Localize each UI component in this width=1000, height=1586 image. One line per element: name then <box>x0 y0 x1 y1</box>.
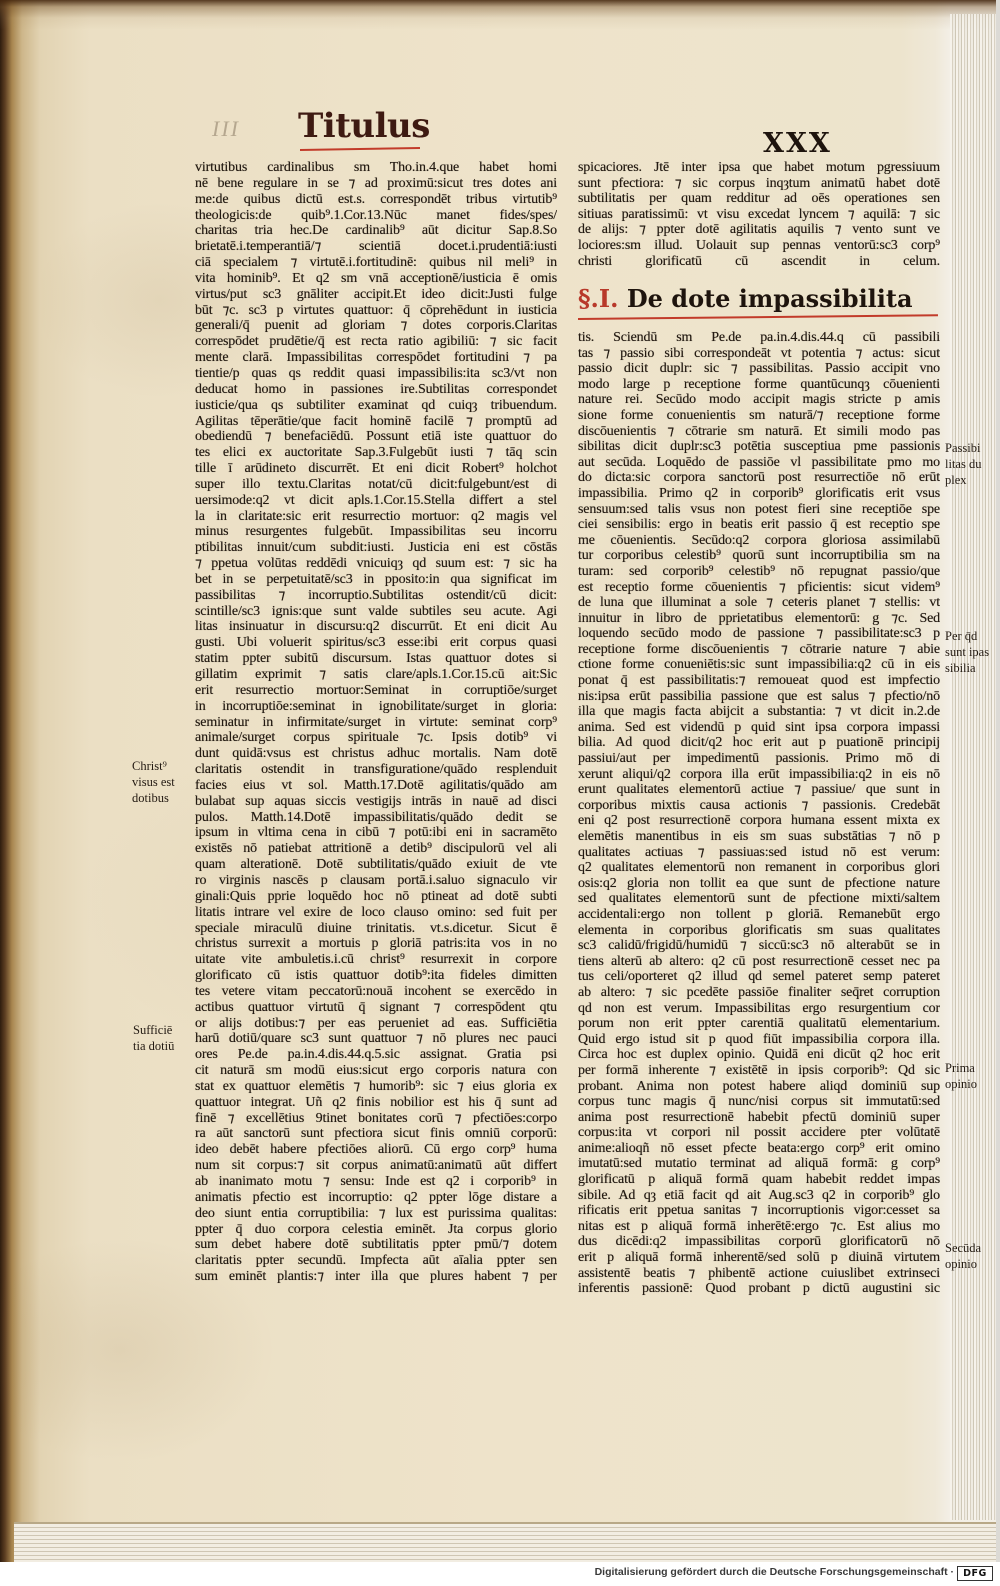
text-line: generali/q̄ puenit ad gloriam ⁊ dotes corporis.Claritas <box>195 318 557 334</box>
section-heading <box>578 283 940 315</box>
text-line: deducat homo in passiones ire.Subtilitas correspondet <box>195 381 557 397</box>
margin-note-line: litas du <box>945 457 982 471</box>
credit-separator: · <box>950 1566 954 1578</box>
text-line: tes vetere vitam peccatorū:nouā incohent se exercēdo in <box>195 983 557 999</box>
text-line: ppter q̄ duo corpora celestia eminēt. Jta corpus glorio <box>195 1221 557 1237</box>
text-line: ab altero: ⁊ sic pcedēte passiōe finaliter seq̄ret corruption <box>578 984 940 1000</box>
text-line: corporibus mixtis causa actionis ⁊ passionis. Credebāt <box>578 797 940 813</box>
text-line: ores Pe.de pa.in.4.dis.44.q.5.sic assignat. Gratia psi <box>195 1047 557 1063</box>
text-line: statim ppter subitū discursum. Istas quattuor dotes si <box>195 651 557 667</box>
text-line: uersimode:q2 vt dicit apls.1.Cor.15.Stella differt a stel <box>195 492 557 508</box>
text-line: illa que magis facta abijcit a substantia: ⁊ vt dicit in.2.de <box>578 704 940 720</box>
text-line: me:de quibus dictū est.s. correspondēt tribus virtutib⁹ <box>195 191 557 207</box>
folio-mark: III <box>212 116 240 141</box>
text-line: rificatis erit ppetua sanitas ⁊ incorruptionis vigor:cesset sa <box>578 1203 940 1219</box>
margin-note <box>945 1240 995 1272</box>
margin-note-line: Passibi <box>945 441 981 455</box>
dfg-logo: DFG <box>957 1566 993 1581</box>
text-line: correspōdet prudētie/q̄ est recta ratio agibiliū: ⁊ sic facit <box>195 334 557 350</box>
text-line: corpus tunc magis q̄ nunc/nisi corpus sit immutatū:sed <box>578 1094 940 1110</box>
text-line: sum eminēt plantis:⁊ inter illa que plures habent ⁊ per <box>195 1269 557 1285</box>
text-line: passiui/aut per impedimentū passionis. Primo mō di <box>578 751 940 767</box>
margin-note <box>132 758 192 806</box>
text-line: anime:alioqñ nō esset pfecte beata:ergo corp⁹ erit omino <box>578 1140 940 1156</box>
text-line: mente clarā. Impassibilitas correspōdet fortitudini ⁊ pa <box>195 350 557 366</box>
text-line: xerunt aliqui/q2 corpora illa erūt impassibilia:q2 in eis nō <box>578 766 940 782</box>
text-line: tientie/p quas qs reddit quasi impassibilis:ita sc3/vt non <box>195 365 557 381</box>
text-line: litas insinuatur in discursu:q2 discurrūt. Et eni dicit Au <box>195 619 557 635</box>
margin-note-line: Secūda <box>945 1241 982 1255</box>
text-line: harū dotiū/quare sc3 sunt quattuor ⁊ nō plures nec pauci <box>195 1031 557 1047</box>
text-line: bet in se perpetuitatē/sc3 in pposito:in qua significat im <box>195 571 557 587</box>
margin-note-line: dotibus <box>132 791 169 805</box>
text-line: Quid ergo istud sit p quod fiūt impassibilia corpora illa. <box>578 1031 940 1047</box>
text-line: ctione forme conueniētis:sic sunt impassibilia:q2 cū in eis <box>578 657 940 673</box>
text-line: anima post resurrectionē habebit pfectū dominiū super <box>578 1109 940 1125</box>
text-line: sum debet habere dotē subtilitatis ppter pmū/⁊ dotem <box>195 1237 557 1253</box>
text-line: inferentis passionē: Quod probant p dictū augustini sic <box>578 1281 940 1297</box>
text-line: bilia. Ad quod dicit/q2 hoc erit aut p puationē principij <box>578 735 940 751</box>
text-line: tiens alterū ab altero: q2 cū post resurrectionē cesset nec pa <box>578 953 940 969</box>
text-line: corpus:ita vt corpori nil possit accidere pter volūtatē <box>578 1125 940 1141</box>
text-line: de luna que illuminat a sole ⁊ ceteris planet ⁊ stellis: vt <box>578 595 940 611</box>
text-line: eni q2 post resurrectionē corpora humana essent mixta ex <box>578 813 940 829</box>
margin-note-line: Christ⁹ <box>132 759 167 773</box>
text-line: gillatim exprimit ⁊ satis clare/apls.1.Cor.15.cū ait:Sic <box>195 667 557 682</box>
text-line: elemētis manentibus in eis sm suas substātias ⁊ nō p <box>578 829 940 844</box>
text-line: charitas tria hec.De cardinalib⁹ aūt dicitur Sap.8.So <box>195 223 557 239</box>
text-line: Circa hoc est duplex opinio. Quidā eni dicūt q2 hoc erit <box>578 1047 940 1063</box>
credit-text: Digitalisierung gefördert durch die Deutsche Forschungsgemeinschaft <box>594 1566 948 1578</box>
text-line: ab inanimato motu ⁊ sensu: Inde est q2 i corporib⁹ in <box>195 1174 557 1189</box>
text-line: existēs nō patiebat attritionē a detib⁹ discipulorū vel ali <box>195 841 557 857</box>
margin-note-line: sibilia <box>945 661 976 675</box>
text-line: ro virginis nascēs p clausam portā.i.saluo signaculo vir <box>195 872 557 888</box>
text-line: sensuum:sed talis vsus non potest fieri sine receptiōe spe <box>578 501 940 517</box>
title-number: XXX <box>763 128 832 159</box>
text-line: accidentali:ergo non tollent p gloriā. Remanebūt ergo <box>578 906 940 922</box>
text-line: būt ⁊c. sc3 p virtutes quattuor: q̄ cōprehēdunt in iusticia <box>195 302 557 318</box>
text-line: ciei sensibilis: ergo in beatis erit passio q̄ est receptio spe <box>578 517 940 533</box>
text-line: sitiuas paratissimū: vt visu excedat lyncem ⁊ aquilā: ⁊ sic <box>578 206 940 222</box>
text-line: nitas est p aliquā formā inherētē:ergo ⁊c. Est alius mo <box>578 1218 940 1234</box>
text-line: claritatis ppter secundū. Impfecta aūt aīalia ppter sen <box>195 1253 557 1269</box>
text-line: scintille/sc3 ignis:que sunt valde subtiles seu acute. Agi <box>195 603 557 619</box>
text-line: spicaciores. Jtē inter ipsa que habet motum pgressiuum <box>578 160 940 175</box>
text-line: tes elici ex auctoritate Sap.3.Fulgebūt iusti ⁊ tāq scin <box>195 445 557 461</box>
section-rubric-underline <box>578 314 938 320</box>
text-line: passibilitas ⁊ incorruptio.Subtilitas ostendit/cū dicit: <box>195 587 557 603</box>
text-line: modo large p receptione forme quantūcunqȝ cōuenienti <box>578 376 940 392</box>
text-line: impassibilia. Primo q2 in corporib⁹ glorificatis erit vsus <box>578 485 940 501</box>
text-line: sunt pfectiora: ⁊ sic corpus inqȝtum animatū habet dotē <box>578 175 940 191</box>
text-line: nē bene regulare in se ⁊ ad proximū:sicut tres dotes ani <box>195 175 557 191</box>
text-line: glorificatū p aliquā formā quam habebit reddet impas <box>578 1172 940 1188</box>
text-line: num sit corpus:⁊ sit corpus animatū:animatū aūt differt <box>195 1158 557 1174</box>
text-line: sibile. Ad qȝ etiā facit qd ait Aug.sc3 q2 in corporib⁹ glo <box>578 1187 940 1203</box>
text-line: erit resurrectio mortuor:Seminat in corruptiōe/surget <box>195 682 557 698</box>
text-line: stat ex quattuor elemētis ⁊ humorib⁹: sic ⁊ eius gloria ex <box>195 1078 557 1094</box>
text-line: christus surrexit a mortuis p gloriā patris:ita vos in no <box>195 936 557 952</box>
text-line: claritatis ostendit in transfiguratione/quādo resplenduit <box>195 762 557 778</box>
text-line: virtutibus cardinalibus sm Tho.in.4.que habet homi <box>195 160 557 175</box>
margin-note <box>945 628 995 676</box>
text-line: ptibilitas innuit/cum subdit:iusti. Justicia eni est cōstās <box>195 540 557 556</box>
text-line: passio dicit duplr: sic ⁊ passibilitas. Passio accipit vno <box>578 361 940 377</box>
text-line: sc3 calidū/frigidū/humidū ⁊ siccū:sc3 nō alterabūt se in <box>578 938 940 954</box>
text-line: gusti. Ubi voluerit spiritus/sc3 esse:ibi erit corpus quasi <box>195 635 557 651</box>
text-line: minus resurgentes fulgebūt. Impassibilitas seu incorru <box>195 524 557 540</box>
text-line: theologicis:de quib⁹.1.Cor.13.Nūc manet fides/spes/ <box>195 207 557 223</box>
margin-note-line: Prima <box>945 1061 975 1075</box>
text-line: innuitur in libro de pprietatibus elementorū: g ⁊c. Sed <box>578 610 940 626</box>
text-line: dunt quidā:vsus est christus adhuc mortalis. Nam dotē <box>195 746 557 762</box>
text-line: nis:ipsa erūt passibilia passione que est salus ⁊ pfectio/nō <box>578 688 940 704</box>
text-line: brietatē.i.temperantiā/⁊ scientiā docet.i.prudentiā:iusti <box>195 239 557 255</box>
text-line: probant. Anima non potest habere aliqd dominiū sup <box>578 1078 940 1094</box>
text-line: ginali:Quis pprie loquēdo hoc nō ptineat ad dotē subti <box>195 888 557 904</box>
text-line: facies eius vt sol. Matth.17.Dotē agilitatis/quādo am <box>195 777 557 793</box>
right-text-column-body <box>578 330 940 1297</box>
text-line: quattuor integrat. Uñ q2 finis nobilior est his q̄ sunt ad <box>195 1094 557 1110</box>
margin-note <box>945 440 995 488</box>
text-line: elementa in corporibus glorificatis sm suas qualitates <box>578 922 940 938</box>
text-line: tis. Sciendū sm Pe.de pa.in.4.dis.44.q cū passibili <box>578 330 940 345</box>
text-line: receptione forme discōuenientis ⁊ cōtrarie nature ⁊ abie <box>578 641 940 657</box>
text-line: loquendo secūdo modo de passione ⁊ passibilitate:sc3 p <box>578 626 940 642</box>
text-line: sione forme conuenientis sm naturā/⁊ receptione forme <box>578 407 940 423</box>
rubric-underline <box>300 147 420 151</box>
text-line: turam: sed corporib⁹ celestib⁹ nō repugnat passio/que <box>578 563 940 579</box>
text-line: porum non erit ppter carentiā qualitatū elementarium. <box>578 1016 940 1032</box>
left-text-column <box>195 160 557 1285</box>
text-line: ciā specialem ⁊ virtutē.i.fortitudinē: quibus nil meli⁹ in <box>195 255 557 271</box>
text-line: obediendū ⁊ benefaciēdū. Possunt etiā iste quattuor do <box>195 429 557 445</box>
text-line: q2 qualitates elementorū non remanent in corporibus glori <box>578 860 940 876</box>
text-line: sibilitas dicit duplr:sc3 potētia susceptiua pme passionis <box>578 439 940 455</box>
text-line: tille ī arūdineto discurrēt. Et eni dicit Robert⁹ holchot <box>195 461 557 477</box>
text-line: qualitates actiuas ⁊ passiuas:sed istud nō est verum: <box>578 844 940 860</box>
running-title: Titulus <box>298 106 430 146</box>
text-line: erit p aliquā formā inherentē/sed solū p diuinā virtutem <box>578 1250 940 1266</box>
text-line: animale/surget corpus spirituale ⁊c. Ipsis dotib⁹ vi <box>195 730 557 746</box>
text-line: litatis intrare vel exire de loco clauso omino: sed fuit per <box>195 904 557 920</box>
text-line: Agilitas tēperātie/que facit hominē facilē ⁊ promptū ad <box>195 413 557 429</box>
text-line: super illo textu.Claritas notat/cū dicit:fulgebunt/est di <box>195 476 557 492</box>
text-line: tus celi/oporteret q2 illud qd semel pateret semp pateret <box>578 969 940 985</box>
text-line: dus dicēdi:q2 impassibilitas corporū glorificatorū nō <box>578 1234 940 1250</box>
text-line: seminatur in infirmitate/surget in virtute: seminat corp⁹ <box>195 714 557 730</box>
text-line: ipsum in vltima cena in cibū ⁊ potū:ibi eni in sacramēto <box>195 825 557 841</box>
text-line: nature rei. Secūdo modo accipit magis stricte p amis <box>578 392 940 408</box>
margin-note-line: Per q̄d <box>945 629 978 643</box>
scan-background-edge <box>996 0 1000 1562</box>
text-line: imutatū:sed mutatio terminat ad aliquā formā: g corp⁹ <box>578 1156 940 1172</box>
right-text-column-top <box>578 160 940 269</box>
text-line: tas ⁊ passio sibi correspondeāt vt potentia ⁊ actus: sicut <box>578 345 940 361</box>
text-line: de alijs: ⁊ ppter dotē agilitatis aquilis ⁊ vento sunt ve <box>578 222 940 238</box>
text-line: in incorruptiōe:seminat in ignobilitate/surget in gloria: <box>195 698 557 714</box>
margin-note-line: plex <box>945 473 967 487</box>
text-line: ⁊ ppetua volūtas reddēdi vnicuiqȝ qd suum est: ⁊ sic ha <box>195 556 557 572</box>
page-bottom-edge <box>14 1522 996 1562</box>
text-line: vita hominib⁹. Et q2 sm vnā acceptionē/iusticia ē omis <box>195 270 557 286</box>
text-line: speciale miraculū diuine trinitatis. vt.s.dicetur. Sicut ē <box>195 920 557 936</box>
margin-note-line: visus est <box>132 775 175 789</box>
margin-note <box>133 1022 193 1054</box>
text-line: anima. Sed est videndū p quid sint ipsa corpora impassi <box>578 719 940 735</box>
text-line: me cōuenientis. Secūdo:q2 corpora gloriosa assimilabū <box>578 532 940 548</box>
text-line: tur corporibus celestib⁹ quorū sunt incorruptibilia sm na <box>578 548 940 564</box>
text-line: aut secūda. Loquēdo de passiōe vl passibilitate pmo mo <box>578 454 940 470</box>
text-line: iusticie/qua qs subtiliter examinat qd cuiqȝ tribuendum. <box>195 397 557 413</box>
text-line: ponat q̄ est passibilitatis:⁊ remoueat quod est impfectio <box>578 673 940 689</box>
text-line: glorificato cū istis quattuor dotib⁹:ita fideles dimitten <box>195 968 557 984</box>
text-line: pulos. Matth.14.Dotē impassibilitatis/quādo dedit se <box>195 809 557 825</box>
section-mark: §.I. <box>578 284 619 313</box>
margin-note-line: Sufficiē <box>133 1023 173 1037</box>
text-line: subtilitatis per quam redditur ad oēs operationes sen <box>578 191 940 207</box>
text-line: cit naturā sm modū eius:sicut ergo corporis natura con <box>195 1063 557 1079</box>
text-line: assistentē beatis ⁊ phibentē actione cuiuslibet extrinseci <box>578 1265 940 1281</box>
margin-note-line: sunt ipas <box>945 645 990 659</box>
text-line: la in claritate:sic erit resurrectio mortuor: q2 magis vel <box>195 508 557 524</box>
margin-note-line: tia dotiū <box>133 1039 175 1053</box>
text-line: ideo debēt habere pfectiōes aliorū. Cū ergo corp⁹ huma <box>195 1142 557 1158</box>
margin-note-line: opinio <box>945 1077 977 1091</box>
margin-note-line: opinio <box>945 1257 977 1271</box>
text-line: ra aūt sanctorū sunt pfectiora sicut finis omniū corporū: <box>195 1126 557 1142</box>
text-line: virtus/put sc3 gnāliter accipit.Et ideo dicit:Justi fulge <box>195 286 557 302</box>
text-line: sed qualitates elementorū sunt de pfectione mixti/saltem <box>578 891 940 907</box>
text-line: per formā inherente ⁊ existētē in ipsis corporib⁹: Qd sic <box>578 1062 940 1078</box>
text-line: lociores:sm illud. Uolauit sup pennas ventorū:sc3 corp⁹ <box>578 237 940 253</box>
text-line: bulabat sup aquas siccis vestigijs intrās in nauē ad disci <box>195 793 557 809</box>
section-title: De dote impassibilita <box>626 284 913 313</box>
text-line: deo siunt entia corruptibilia: ⁊ lux est purissima qualitas: <box>195 1205 557 1221</box>
digitization-credit <box>595 1566 954 1578</box>
text-line: quam alterationē. Dotē subtilitatis/quādo exiuit de vte <box>195 857 557 873</box>
text-line: qd non est verum. Impassibilitas ergo resurgentium cor <box>578 1000 940 1016</box>
text-line: osis:q2 gloria non tollit ea que sunt de pfectione nature <box>578 875 940 891</box>
text-line: christi glorificatū cū ascendit in celum. <box>578 253 940 269</box>
text-line: or alijs dotibus:⁊ per eas perueniet ad eas. Sufficiētia <box>195 1015 557 1031</box>
margin-note <box>945 1060 995 1092</box>
text-line: animatis pfectio est incorruptio: q2 ppter lōge distare a <box>195 1189 557 1205</box>
text-line: erunt qualitates elementorū actiue ⁊ passiue/ que sunt in <box>578 782 940 798</box>
text-line: actibus quattuor virtutū q̄ signant ⁊ correspōdent qtu <box>195 999 557 1015</box>
page-fore-edge <box>950 14 996 1520</box>
text-line: finē ⁊ excellētius 9tinet bonitates corū ⁊ pfectiōes:corpo <box>195 1110 557 1126</box>
text-line: discōuenientis ⁊ cōtrarie sm naturā. Et simili modo pas <box>578 423 940 439</box>
text-line: est receptio forme cōuenientis ⁊ pficientis: sicut videm⁹ <box>578 579 940 595</box>
text-line: uitate vite ambuletis.i.cū christ⁹ resurrexit in corpore <box>195 952 557 968</box>
text-line: do dicta:sic corpora sanctorū post resurrectiōe nō erūt <box>578 470 940 486</box>
